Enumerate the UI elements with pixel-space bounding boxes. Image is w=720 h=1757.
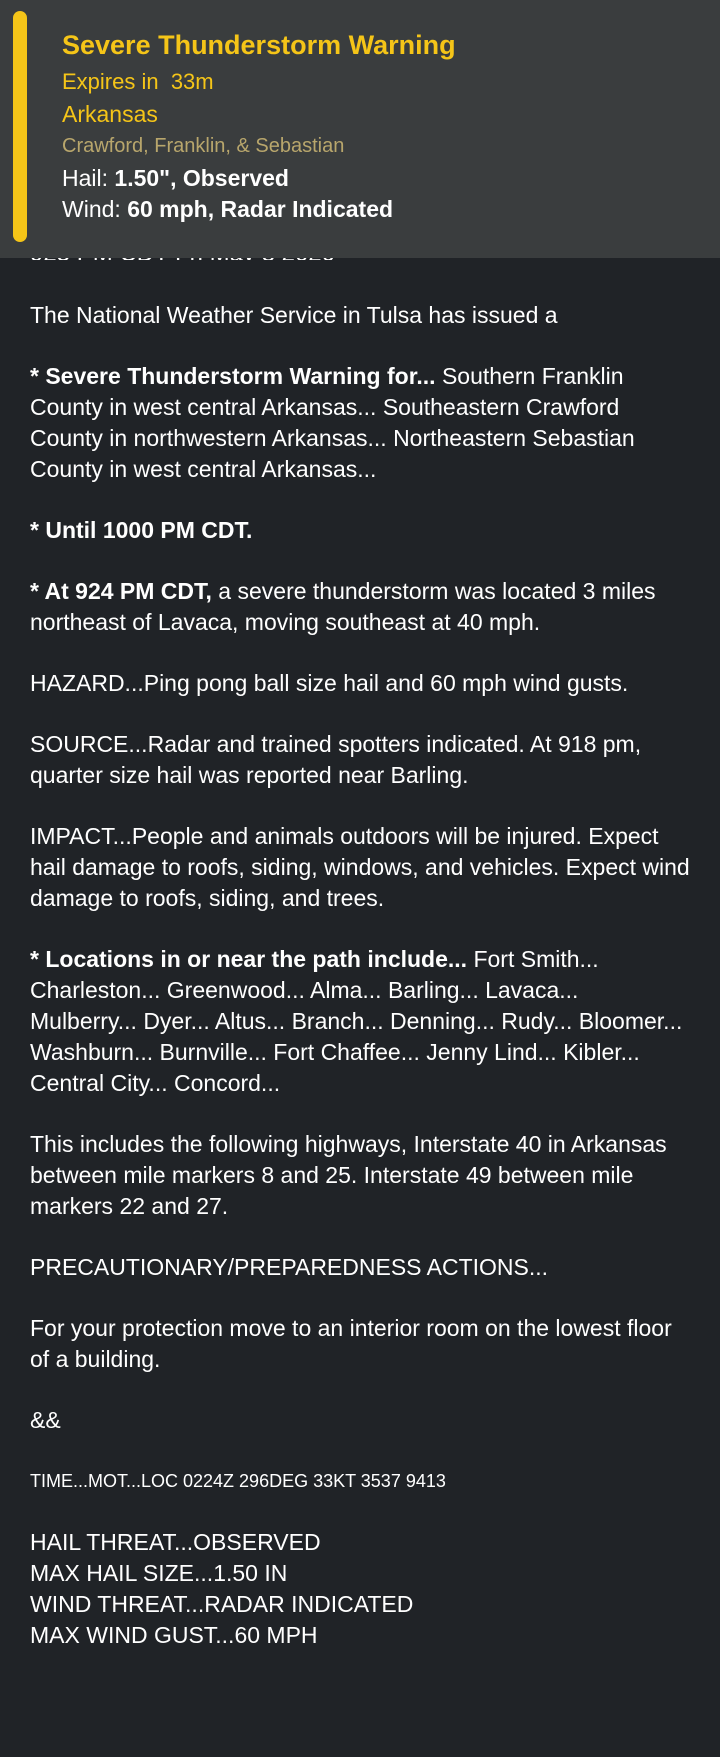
max-wind-gust: MAX WIND GUST...60 MPH (30, 1622, 318, 1648)
max-hail-size: MAX HAIL SIZE...1.50 IN (30, 1560, 288, 1586)
precautions-heading: PRECAUTIONARY/PREPAREDNESS ACTIONS... (30, 1254, 549, 1280)
wind-label: Wind: (62, 196, 128, 222)
storm-location-paragraph: * At 924 PM CDT, a severe thunderstorm was located 3 miles northeast of Lavaca, moving southeast at 40 mph. (30, 578, 656, 635)
protection-paragraph: For your protection move to an interior room on the lowest floor of a building. (30, 1315, 672, 1372)
wind-value: 60 mph, Radar Indicated (127, 196, 394, 222)
issued-paragraph: The National Weather Service in Tulsa has issued a (30, 302, 558, 328)
locations-paragraph: * Locations in or near the path include... Fort Smith... Charleston... Greenwood... Alma... Barling... Lavaca... Mulberry... Dyer... Altus... Branch... Denning... Rudy... Bloomer... Washburn... Burnville... Fort Chaffee... Jenny Lind... Kibler... Central City... Concord... (30, 946, 683, 1096)
severity-accent-bar (13, 11, 27, 242)
hazard-paragraph: HAZARD...Ping pong ball size hail and 60 mph wind gusts. (30, 670, 629, 696)
highways-paragraph: This includes the following highways, Interstate 40 in Arkansas between mile markers 8 and 25. Interstate 49 between mile markers 22 and 27. (30, 1131, 667, 1219)
ampersands: && (30, 1407, 61, 1433)
wind-threat: WIND THREAT...RADAR INDICATED (30, 1591, 414, 1617)
alert-header[interactable] (0, 0, 720, 258)
hail-value: 1.50", Observed (114, 165, 289, 191)
time-mot-loc: TIME...MOT...LOC 0224Z 296DEG 33KT 3537 9413 (30, 1471, 446, 1491)
alert-expiry: Expires in 33m (62, 69, 214, 94)
hail-summary (62, 165, 289, 192)
until-paragraph: * Until 1000 PM CDT. (30, 517, 253, 543)
impact-paragraph: IMPACT...People and animals outdoors will be injured. Expect hail damage to roofs, siding, windows, and vehicles. Expect wind damage to roofs, siding, and trees. (30, 823, 690, 911)
source-paragraph: SOURCE...Radar and trained spotters indicated. At 918 pm, quarter size hail was reported near Barling. (30, 731, 642, 788)
alert-title: Severe Thunderstorm Warning (62, 30, 456, 60)
wind-summary (62, 196, 393, 223)
alert-counties: Crawford, Franklin, & Sebastian (62, 135, 345, 157)
alert-state: Arkansas (62, 101, 158, 127)
hail-label: Hail: (62, 165, 115, 191)
hail-threat: HAIL THREAT...OBSERVED (30, 1529, 321, 1555)
warning-body (30, 300, 690, 1651)
warning-for-paragraph: * Severe Thunderstorm Warning for... Southern Franklin County in west central Arkansas... Southeastern Crawford County in northwestern Arkansas... Northeastern Sebastian County in west central Arkansas... (30, 363, 635, 482)
